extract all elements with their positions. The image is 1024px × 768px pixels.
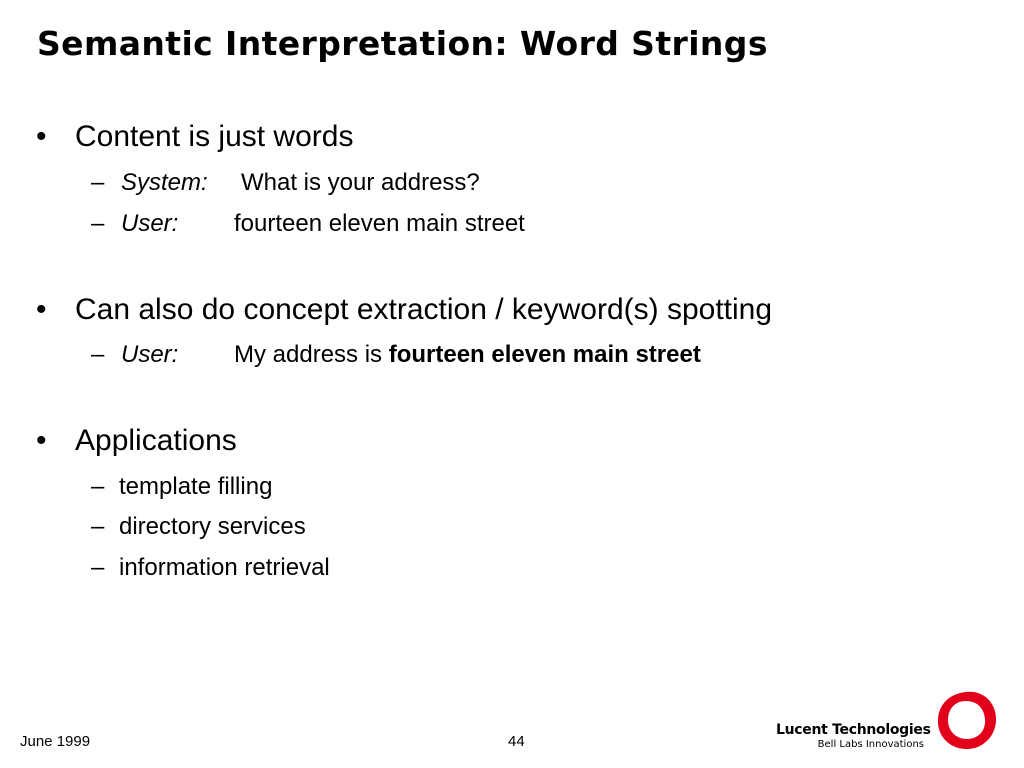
logo-tagline: Bell Labs Innovations	[817, 739, 924, 750]
footer-date: June 1999	[20, 733, 91, 750]
application-text: template filling	[119, 473, 273, 500]
company-logo	[776, 688, 1004, 754]
dash-icon: –	[91, 341, 105, 368]
application-text: information retrieval	[119, 554, 330, 581]
bullet-icon: •	[36, 424, 47, 457]
dash-icon: –	[91, 554, 105, 581]
bullet-text: Content is just words	[75, 120, 354, 153]
dash-icon: –	[91, 473, 105, 500]
page-number: 44	[508, 733, 525, 750]
bullet-text: Can also do concept extraction / keyword(s) spotting	[75, 293, 773, 326]
bullet-icon: •	[36, 120, 47, 153]
bullet-icon: •	[36, 293, 47, 326]
spotted-keywords: fourteen eleven main street	[388, 341, 701, 368]
speaker-label: User:	[121, 341, 179, 368]
logo-company-name: Lucent Technologies	[776, 722, 931, 738]
innovation-ring-icon	[934, 688, 1000, 752]
speaker-label: System:	[121, 169, 208, 196]
application-text: directory services	[119, 513, 306, 540]
dash-icon: –	[91, 513, 105, 540]
utterance-text: What is your address?	[241, 169, 480, 196]
bullet-text: Applications	[75, 424, 237, 457]
slide-title: Semantic Interpretation: Word Strings	[37, 24, 768, 63]
dash-icon: –	[91, 169, 105, 196]
utterance-text: fourteen eleven main street	[234, 210, 525, 237]
logo-wordmark	[776, 722, 931, 750]
dash-icon: –	[91, 210, 105, 237]
speaker-label: User:	[121, 210, 179, 237]
utterance-prefix: My address is	[234, 341, 383, 368]
utterance-text	[234, 343, 701, 367]
